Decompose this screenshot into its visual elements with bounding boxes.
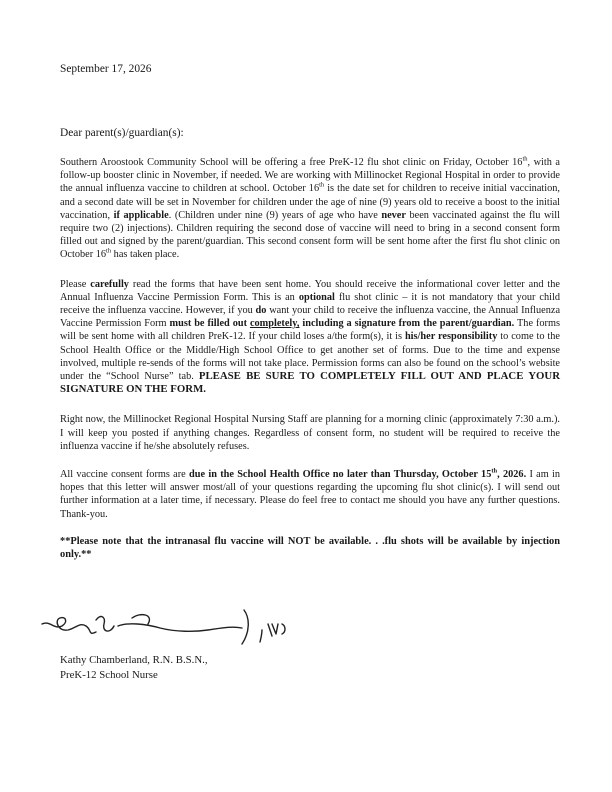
superscript: th — [491, 467, 498, 475]
paragraph-clinic-time: Right now, the Millinocket Regional Hospital Nursing Staff are planning for a morning clinic (approximately 7:30 a.m.). I will keep you posted if anything changes. Regardless of consent form, no student will be required to receive the influenza vaccine if he/she absolutely refuses. — [60, 414, 560, 452]
signer-name: Kathy Chamberland, R.N. B.S.N., — [60, 654, 208, 666]
letter — [60, 62, 560, 561]
signer-title: PreK-12 School Nurse — [60, 668, 158, 681]
text-run: has taken place. — [111, 249, 180, 261]
text-run: Please — [60, 278, 87, 290]
bold-text: optional — [298, 291, 335, 303]
salutation: Dear parent(s)/guardian(s): — [60, 127, 184, 139]
text-run: read the forms that have been sent home. You should receive the informational cover letter and the Annual Influenza Vaccine Permission Form. This is an — [60, 278, 561, 303]
handwritten-signature — [36, 604, 296, 652]
signature-block — [60, 653, 208, 682]
bold-text: if applicable — [113, 209, 169, 221]
text-run: Southern Aroostook Community School will be offering a free PreK-12 flu shot clinic on Friday, October 16 — [60, 157, 523, 168]
text-run: flu shot clinic – it is not mandatory that your child receive the influenza vaccine. However, if you — [60, 291, 560, 317]
text-run: , with a follow-up booster clinic in November, if needed. We are working with Millinocket Regional Hospital in order to provide the annual influenza vaccine to children at school. October 16 — [60, 157, 560, 195]
paragraph-due-date — [60, 468, 560, 521]
superscript: th — [319, 181, 325, 189]
paragraph-forms-instructions — [60, 278, 560, 397]
bold-text: his/her responsibility — [404, 331, 498, 343]
text-run: been vaccinated against the flu will require two (2) injections). Children requiring the second dose of vaccine will need to bring in a second consent form filled out and signed by the parent/guardian. This second consent form will be sent home after the first flu shot clinic on October 16 — [60, 209, 561, 261]
bold-text: do — [255, 305, 267, 317]
letter-date: September 17, 2026 — [60, 63, 152, 75]
bold-caps-notice: PLEASE BE SURE TO COMPLETELY FILL OUT AND PLACE YOUR SIGNATURE ON THE FORM. — [60, 370, 561, 396]
superscript: th — [522, 155, 528, 163]
bold-text: carefully — [90, 278, 129, 290]
text-run: is the date set for children to receive initial vaccination, and a second date will be set in November for children under the age of nine (9) years old to receive a boost to the initial vaccination, — [60, 183, 560, 221]
bold-text: including a signature from the parent/guardian. — [302, 318, 515, 330]
paragraph-clinic-info — [60, 156, 560, 262]
text-run: to come to the School Health Office or the Middle/High School Office to get another set of forms. Due to the time and expense involved, multiple re-sends of the forms will not take place. Permission forms can also be found on the school’s website under the “School Nurse” tab. — [60, 331, 560, 383]
text-run: want your child to receive the influenza vaccine, the Annual Influenza Vaccine Permission Form — [60, 305, 561, 330]
bold-text: due in the School Health Office no later than Thursday, October 15 — [189, 469, 492, 481]
bold-underlined-text — [250, 318, 299, 329]
text-run: All vaccine consent forms are — [60, 469, 186, 481]
text-run: . (Children under nine (9) years of age who have — [168, 209, 378, 221]
bold-text: , 2026. — [497, 469, 527, 481]
bold-text: must be filled out — [169, 318, 248, 330]
text-run: The forms will be sent home with all children PreK-12. If your child loses a/the form(s), it is — [60, 318, 560, 343]
superscript: th — [106, 248, 112, 255]
text-run: I am in hopes that this letter will answer most/all of your questions regarding the upcoming flu shot clinic(s). I will send out further information at a later time, if necessary. Please do feel free to contact me should you have any further questions. Thank-you. — [60, 469, 561, 520]
underlined-text: completely, — [249, 318, 300, 330]
bold-text: never — [381, 209, 406, 221]
paragraph-intranasal-note: **Please note that the intranasal flu vaccine will NOT be available. . .flu shots will be available by injection only.** — [60, 535, 560, 561]
